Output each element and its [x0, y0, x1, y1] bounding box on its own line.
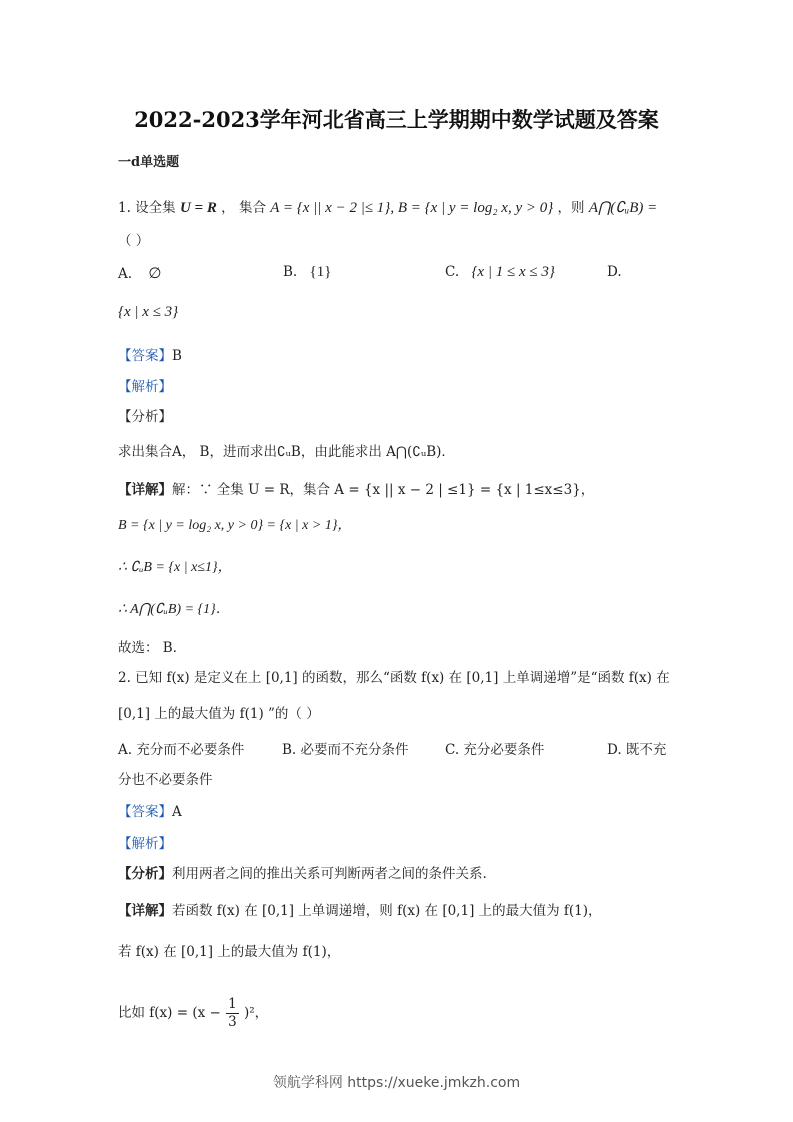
q1-then: ，则	[557, 200, 585, 216]
q1-set-b: , B = {x | y = log₂ x, y > 0}	[390, 200, 554, 216]
q1-detail-line3: ∴ ∁ᵤB = {x | x≤1}，	[118, 560, 232, 575]
q1-detail-line1	[118, 478, 594, 498]
q2-option-c: C. 充分必要条件	[445, 742, 545, 758]
q1-conclusion: 故选： B．	[118, 640, 187, 656]
q1-jiexi: 【解析】	[118, 379, 172, 395]
fraction-one-third	[226, 996, 239, 1031]
q2-option-d-part1: D. 既不充	[607, 742, 667, 758]
q1-option-a	[118, 264, 161, 283]
q2-answer	[118, 800, 182, 820]
q1-option-d-label: D.	[607, 264, 622, 280]
q2-detail-line3-post: )²，	[244, 1005, 269, 1021]
q1-option-b	[283, 264, 331, 281]
q1-option-c-label: C.	[445, 264, 460, 280]
fraction-numerator: 1	[228, 996, 237, 1012]
q1-comma: ， 集合	[221, 200, 266, 216]
q1-set-a: A = {x || x − 2 |≤ 1}	[270, 200, 391, 216]
q2-detail-line3-pre: 比如 f(x) = (x −	[118, 1005, 221, 1021]
page-title: 2022-2023学年河北省高三上学期期中数学试题及答案	[134, 107, 659, 132]
q1-answer-value: B	[172, 348, 182, 364]
q2-fenxi-text: 利用两者之间的推出关系可判断两者之间的条件关系.	[172, 866, 487, 882]
q1-answer-label: 【答案】	[118, 348, 172, 364]
fraction-denominator: 3	[228, 1014, 237, 1030]
q2-stem-line1: 2. 已知 f(x) 是定义在上 [0,1] 的函数，那么“函数 f(x) 在 [0,1] 上单调递增”是“函数 f(x) 在	[118, 670, 670, 686]
q1-fenxi-label: 【分析】	[118, 409, 172, 425]
q2-answer-label: 【答案】	[118, 804, 172, 820]
q2-answer-value: A	[172, 804, 182, 820]
q1-detail-label: 【详解】	[118, 482, 172, 498]
q2-fenxi-label: 【分析】	[118, 866, 172, 882]
q1-fenxi-text: 求出集合A， B，进而求出∁ᵤB，由此能求出 A⋂(∁ᵤB)．	[118, 444, 455, 460]
q1-detail-line4: ∴ A⋂(∁ᵤB) = {1}．	[118, 602, 230, 617]
q1-option-d-value: {x | x ≤ 3}	[118, 304, 179, 320]
q2-detail-label: 【详解】	[118, 903, 172, 919]
q2-detail-line1	[118, 899, 602, 919]
q2-option-d-part2: 分也不必要条件	[118, 772, 213, 788]
q1-option-b-value: {1}	[309, 264, 332, 280]
q2-fenxi	[118, 862, 487, 882]
q2-stem-line2: [0,1] 上的最大值为 f(1) ”的（ ）	[118, 706, 320, 722]
q1-paren: （ ）	[118, 233, 150, 249]
section-heading: 一d单选题	[118, 155, 180, 170]
q1-option-b-label: B.	[283, 264, 298, 280]
q1-answer	[118, 344, 182, 364]
footer-watermark: 领航学科网 https://xueke.jmkzh.com	[272, 1075, 521, 1091]
q2-option-b: B. 必要而不充分条件	[282, 742, 409, 758]
q2-detail-text1: 若函数 f(x) 在 [0,1] 上单调递增，则 f(x) 在 [0,1] 上的最大值为 f(1)，	[172, 903, 602, 919]
q1-option-a-value: ∅	[148, 266, 162, 282]
q1-detail-line2: B = {x | y = log₂ x, y > 0} = {x | x > 1}，	[118, 518, 352, 533]
q2-option-a: A. 充分而不必要条件	[118, 742, 245, 758]
q2-jiexi: 【解析】	[118, 836, 172, 852]
q1-option-a-label: A.	[118, 266, 133, 282]
q1-universal-set: U = R	[179, 200, 217, 216]
q1-stem	[118, 196, 657, 217]
q1-option-c-value: {x | 1 ≤ x ≤ 3}	[471, 264, 555, 280]
q2-detail-line3	[118, 996, 268, 1031]
q1-detail-text1: 解：∵ 全集 U = R，集合 A = {x || x − 2 | ≤1} = {x | 1≤x≤3}，	[172, 482, 595, 498]
q1-expression: A⋂(∁ᵤB) =	[588, 200, 658, 216]
q1-option-c	[445, 264, 555, 281]
q2-detail-line2: 若 f(x) 在 [0,1] 上的最大值为 f(1)，	[118, 944, 341, 960]
q1-stem-prefix: 1. 设全集	[118, 200, 176, 216]
